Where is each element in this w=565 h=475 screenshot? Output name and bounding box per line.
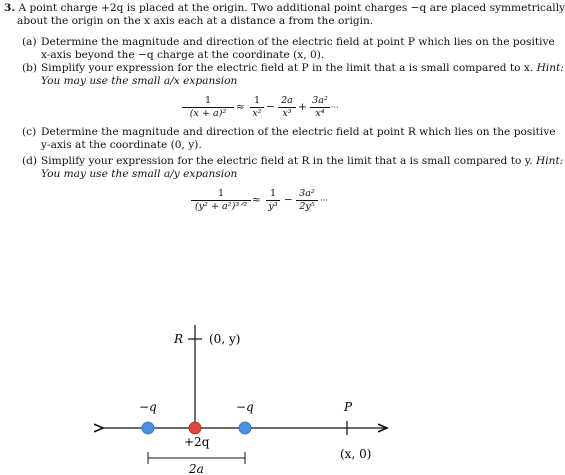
- part-a-line1: Determine the magnitude and direction of the electric field at point P which lies on the positive: [41, 36, 555, 48]
- eq-b-t1-den: x²: [252, 108, 262, 119]
- label-R: R: [174, 332, 184, 346]
- label-neg-left: −q: [139, 400, 157, 414]
- eq-b-lhs-num: 1: [204, 95, 212, 106]
- label-P: P: [344, 400, 353, 414]
- eq-b-t1-num: 1: [253, 95, 261, 106]
- label-center-charge: +2q: [184, 435, 210, 449]
- part-d-label: (d): [22, 155, 38, 167]
- eq-d-lhs-num: 1: [217, 188, 225, 199]
- eq-d-t2-den: 2y⁵: [299, 201, 315, 212]
- part-c-line1: Determine the magnitude and direction of the electric field at point R which lies on the positive: [41, 126, 556, 138]
- label-spacing: 2a: [189, 462, 204, 475]
- eq-d-t1-den: y³: [268, 201, 278, 212]
- part-d-text: Simplify your expression for the electric field at R in the limit that a is small compared to y.: [41, 155, 533, 167]
- label-neg-right: −q: [236, 400, 254, 414]
- eq-d-minus: −: [284, 194, 293, 206]
- eq-b-t2-num: 2a: [281, 95, 293, 106]
- part-c-line2: y-axis at the coordinate (0, y).: [41, 139, 202, 151]
- eq-d-approx: ≈: [252, 194, 261, 206]
- negative-charge-left: [142, 422, 154, 434]
- part-a-line2: x-axis beyond the −q charge at the coordinate (x, 0).: [41, 49, 325, 61]
- part-d-hint-label: Hint:: [536, 155, 564, 167]
- part-b-hint-label: Hint:: [536, 62, 564, 74]
- part-b-label: (b): [22, 62, 38, 74]
- label-P-coord: (x, 0): [340, 447, 372, 461]
- eq-b-plus: +: [298, 101, 307, 113]
- problem-number: 3.: [4, 2, 16, 14]
- eq-d-ellipsis: ···: [320, 196, 328, 205]
- part-a-label: (a): [22, 36, 37, 48]
- eq-b-approx: ≈: [236, 101, 245, 113]
- eq-b-minus: −: [266, 101, 275, 113]
- eq-b-t2-den: x³: [282, 108, 292, 119]
- label-R-coord: (0, y): [209, 332, 241, 346]
- eq-d-lhs-den: (y² + a²)³ᐟ²: [194, 201, 248, 212]
- positive-charge-center: [189, 422, 201, 434]
- part-c-label: (c): [22, 126, 37, 138]
- negative-charge-right: [239, 422, 251, 434]
- part-d-line2: You may use the small a/y expansion: [41, 168, 238, 180]
- eq-b-t3-den: x⁴: [315, 108, 325, 119]
- eq-b-t3-num: 3a²: [312, 95, 328, 106]
- intro-text-1: A point charge +2q is placed at the origin. Two additional point charges −q are placed symmetrically: [18, 2, 565, 14]
- eq-d-t1-num: 1: [269, 188, 277, 199]
- eq-b-lhs-den: (x + a)²: [189, 108, 227, 119]
- part-b-line2: You may use the small a/x expansion: [41, 75, 238, 87]
- problem-intro-line2: about the origin on the x axis each at a distance a from the origin.: [17, 15, 374, 27]
- eq-b-ellipsis: ···: [331, 103, 339, 112]
- eq-d-t2-num: 3a²: [299, 188, 315, 199]
- part-b-text: Simplify your expression for the electric field at P in the limit that a is small compared to x.: [41, 62, 534, 74]
